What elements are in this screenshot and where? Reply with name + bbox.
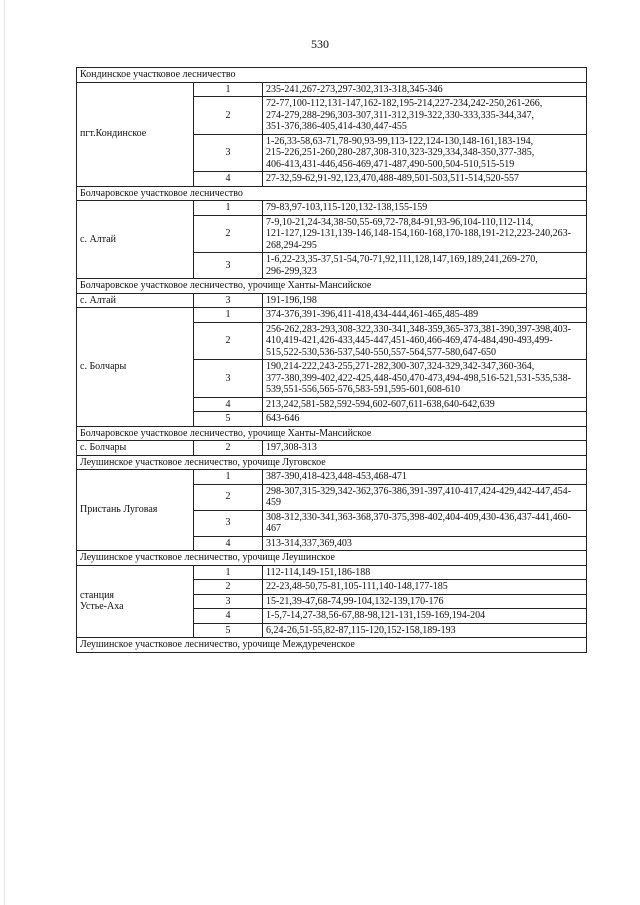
section-title: Болчаровское участковое лесничество, урочище Ханты-Мансийское	[77, 426, 587, 441]
plot-numbers-cell: 1-5,7-14,27-38,56-67,88-98,121-131,159-169,194-204	[263, 609, 587, 624]
forestry-allocation-table	[76, 67, 587, 653]
block-number-cell: 2	[194, 441, 263, 456]
table-row	[77, 82, 587, 97]
plot-numbers-cell: 313-314,337,369,403	[263, 536, 587, 551]
plot-numbers-cell: 72-77,100-112,131-147,162-182,195-214,227-234,242-250,261-266, 274-279,288-296,303-307,311-312,319-322,330-333,335-344,347, 351-376,386-405,414-430,447-455	[263, 97, 587, 135]
plot-numbers-cell: 1-6,22-23,35-37,51-54,70-71,92,111,128,147,169,189,241,269-270, 296-299,323	[263, 253, 587, 279]
block-number-cell: 1	[194, 201, 263, 216]
block-number-cell: 2	[194, 580, 263, 595]
page-number: 530	[311, 37, 329, 51]
plot-numbers-cell: 387-390,418-423,448-453,468-471	[263, 470, 587, 485]
section-title: Болчаровское участковое лесничество	[77, 186, 587, 201]
block-number-cell: 4	[194, 397, 263, 412]
table-row	[77, 293, 587, 308]
section-header-row	[77, 455, 587, 470]
section-header-row	[77, 426, 587, 441]
section-title: Кондинское участковое лесничество	[77, 68, 587, 83]
plot-numbers-cell: 308-312,330-341,363-368,370-375,398-402,404-409,430-436,437-441,460-467	[263, 510, 587, 536]
block-number-cell: 5	[194, 412, 263, 427]
block-number-cell: 3	[194, 253, 263, 279]
plot-numbers-cell: 256-262,283-293,308-322,330-341,348-359,365-373,381-390,397-398,403-410,419-421,426-433,445-447,451-460,466-469,474-484,490-493,499-515,522-530,536-537,540-550,557-564,577-580,647-650	[263, 322, 587, 360]
plot-numbers-cell: 298-307,315-329,342-362,376-386,391-397,410-417,424-429,442-447,454-459	[263, 484, 587, 510]
settlement-cell: с. Болчары	[77, 308, 194, 427]
table-row	[77, 441, 587, 456]
plot-numbers-cell: 79-83,97-103,115-120,132-138,155-159	[263, 201, 587, 216]
settlement-cell: с. Алтай	[77, 201, 194, 279]
block-number-cell: 4	[194, 172, 263, 187]
plot-numbers-cell: 191-196,198	[263, 293, 587, 308]
plot-numbers-cell: 7-9,10-21,24-34,38-50,55-69,72-78,84-91,93-96,104-110,112-114, 121-127,129-131,139-146,148-154,160-168,170-188,191-212,223-240,263-268,294-295	[263, 215, 587, 253]
section-title: Леушинское участковое лесничество, урочище Междуреченское	[77, 638, 587, 653]
block-number-cell: 4	[194, 609, 263, 624]
plot-numbers-cell: 213,242,581-582,592-594,602-607,611-638,640-642,639	[263, 397, 587, 412]
block-number-cell: 3	[194, 594, 263, 609]
plot-numbers-cell: 1-26,33-58,63-71,78-90,93-99,113-122,124-130,148-161,183-194, 215-226,251-260,280-287,308-310,323-329,334,348-350,377-385, 406-413,431-446,456-469,471-487,490-500,504-510,515-519	[263, 134, 587, 172]
block-number-cell: 3	[194, 134, 263, 172]
section-header-row	[77, 68, 587, 83]
settlement-cell: с. Алтай	[77, 293, 194, 308]
table-row	[77, 201, 587, 216]
scan-edge-shadow	[4, 0, 5, 905]
block-number-cell: 2	[194, 215, 263, 253]
block-number-cell: 5	[194, 623, 263, 638]
table-row	[77, 565, 587, 580]
block-number-cell: 2	[194, 97, 263, 135]
block-number-cell: 3	[194, 510, 263, 536]
block-number-cell: 3	[194, 293, 263, 308]
settlement-cell: пгт.Кондинское	[77, 82, 194, 186]
plot-numbers-cell: 235-241,267-273,297-302,313-318,345-346	[263, 82, 587, 97]
plot-numbers-cell: 197,308-313	[263, 441, 587, 456]
block-number-cell: 1	[194, 470, 263, 485]
block-number-cell: 1	[194, 308, 263, 323]
section-title: Леушинское участковое лесничество, урочище Леушинское	[77, 551, 587, 566]
settlement-cell: Пристань Луговая	[77, 470, 194, 551]
section-header-row	[77, 186, 587, 201]
table-row	[77, 308, 587, 323]
plot-numbers-cell: 15-21,39-47,68-74,99-104,132-139,170-176	[263, 594, 587, 609]
table-row	[77, 470, 587, 485]
section-title: Болчаровское участковое лесничество, урочище Ханты-Мансийское	[77, 279, 587, 294]
block-number-cell: 2	[194, 484, 263, 510]
settlement-cell: с. Болчары	[77, 441, 194, 456]
section-header-row	[77, 551, 587, 566]
block-number-cell: 1	[194, 565, 263, 580]
section-header-row	[77, 279, 587, 294]
plot-numbers-cell: 643-646	[263, 412, 587, 427]
plot-numbers-cell: 190,214-222,243-255,271-282,300-307,324-329,342-347,360-364, 377-380,399-402,422-425,448-450,470-473,494-498,516-521,531-535,538-539,551-556,565-576,583-591,595-601,608-610	[263, 360, 587, 398]
plot-numbers-cell: 112-114,149-151,186-188	[263, 565, 587, 580]
block-number-cell: 3	[194, 360, 263, 398]
block-number-cell: 4	[194, 536, 263, 551]
block-number-cell: 2	[194, 322, 263, 360]
block-number-cell: 1	[194, 82, 263, 97]
section-header-row	[77, 638, 587, 653]
section-title: Леушинское участковое лесничество, урочище Луговское	[77, 455, 587, 470]
plot-numbers-cell: 27-32,59-62,91-92,123,470,488-489,501-503,511-514,520-557	[263, 172, 587, 187]
table-body	[77, 68, 587, 653]
plot-numbers-cell: 6,24-26,51-55,82-87,115-120,152-158,189-193	[263, 623, 587, 638]
plot-numbers-cell: 22-23,48-50,75-81,105-111,140-148,177-185	[263, 580, 587, 595]
plot-numbers-cell: 374-376,391-396,411-418,434-444,461-465,485-489	[263, 308, 587, 323]
settlement-cell: станция Устье-Аха	[77, 565, 194, 638]
